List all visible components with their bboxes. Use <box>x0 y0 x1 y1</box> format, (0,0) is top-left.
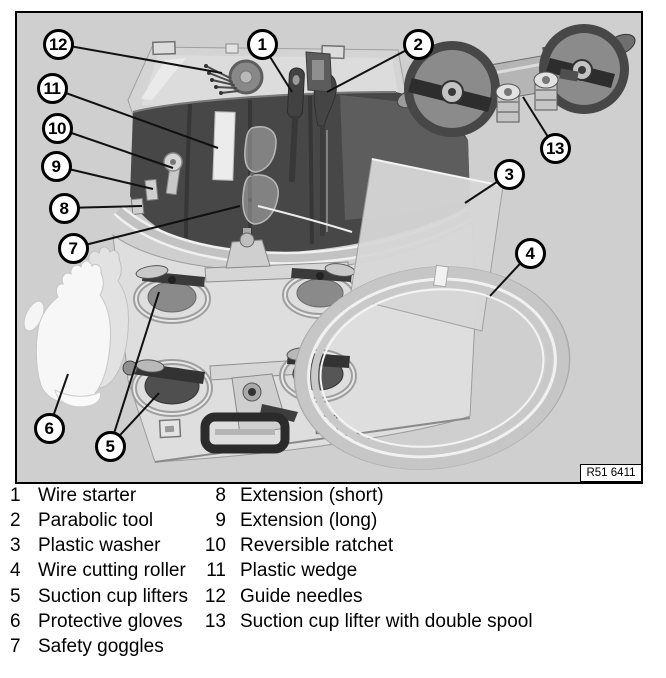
legend-item-number: 3 <box>10 535 21 557</box>
callout-badge-9: 9 <box>41 151 72 182</box>
legend-item-label: Extension (long) <box>240 510 378 532</box>
legend-item <box>10 508 188 533</box>
legend-item <box>203 584 533 609</box>
legend-item <box>10 609 188 634</box>
legend-item <box>203 508 533 533</box>
photo-illustration <box>17 13 641 482</box>
legend-item-label: Parabolic tool <box>38 510 154 532</box>
legend-item-label: Guide needles <box>240 585 363 607</box>
figure-frame <box>15 11 643 484</box>
legend-item-number: 7 <box>10 635 21 657</box>
legend-item-number: 10 <box>204 535 226 557</box>
callout-badge-7: 7 <box>58 233 89 264</box>
legend-column-right <box>203 483 533 634</box>
legend-item <box>203 558 533 583</box>
legend-item <box>203 483 533 508</box>
case-center-latch <box>306 52 332 92</box>
extension-long <box>145 179 158 200</box>
legend-item-number: 12 <box>204 585 226 607</box>
plastic-wedge <box>213 112 235 181</box>
callout-badge-10: 10 <box>42 113 73 144</box>
callout-badge-1: 1 <box>247 29 278 60</box>
legend-item <box>10 483 188 508</box>
legend-item-number: 6 <box>10 610 21 632</box>
callout-badge-5: 5 <box>95 431 126 462</box>
legend-item <box>203 533 533 558</box>
callout-badge-11: 11 <box>37 73 68 104</box>
legend-item <box>203 609 533 634</box>
legend-item-number: 5 <box>10 585 21 607</box>
legend-item-label: Extension (short) <box>240 485 384 506</box>
legend-item <box>10 558 188 583</box>
legend-item-label: Plastic wedge <box>240 560 358 582</box>
legend-item-number: 11 <box>206 560 226 582</box>
callout-badge-6: 6 <box>34 413 65 444</box>
legend-item <box>10 584 188 609</box>
callout-badge-2: 2 <box>403 29 434 60</box>
legend-item-label: Suction cup lifter with double spool <box>240 610 533 632</box>
legend-item-label: Plastic washer <box>38 535 161 557</box>
figure-ref-code: R51 6411 <box>580 464 642 482</box>
legend-item <box>10 634 188 659</box>
legend-item-label: Wire starter <box>38 485 137 506</box>
legend-item-number: 9 <box>215 510 226 532</box>
callout-badge-3: 3 <box>494 159 525 190</box>
legend-item-label: Suction cup lifters <box>38 585 188 607</box>
legend-item-label: Safety goggles <box>38 635 164 657</box>
legend-item-label: Reversible ratchet <box>240 535 394 557</box>
legend-item-label: Wire cutting roller <box>38 560 186 582</box>
legend-item-number: 1 <box>10 485 21 506</box>
legend-item-number: 2 <box>10 510 21 532</box>
callout-badge-12: 12 <box>43 29 74 60</box>
callout-badge-13: 13 <box>540 133 571 164</box>
legend-column-left <box>10 483 188 659</box>
legend-item-number: 8 <box>215 485 226 506</box>
legend-item <box>10 533 188 558</box>
legend-item-number: 4 <box>10 560 21 582</box>
callout-badge-4: 4 <box>515 238 546 269</box>
legend-item-number: 13 <box>204 610 226 632</box>
legend-item-label: Protective gloves <box>38 610 183 632</box>
callout-badge-8: 8 <box>49 193 80 224</box>
